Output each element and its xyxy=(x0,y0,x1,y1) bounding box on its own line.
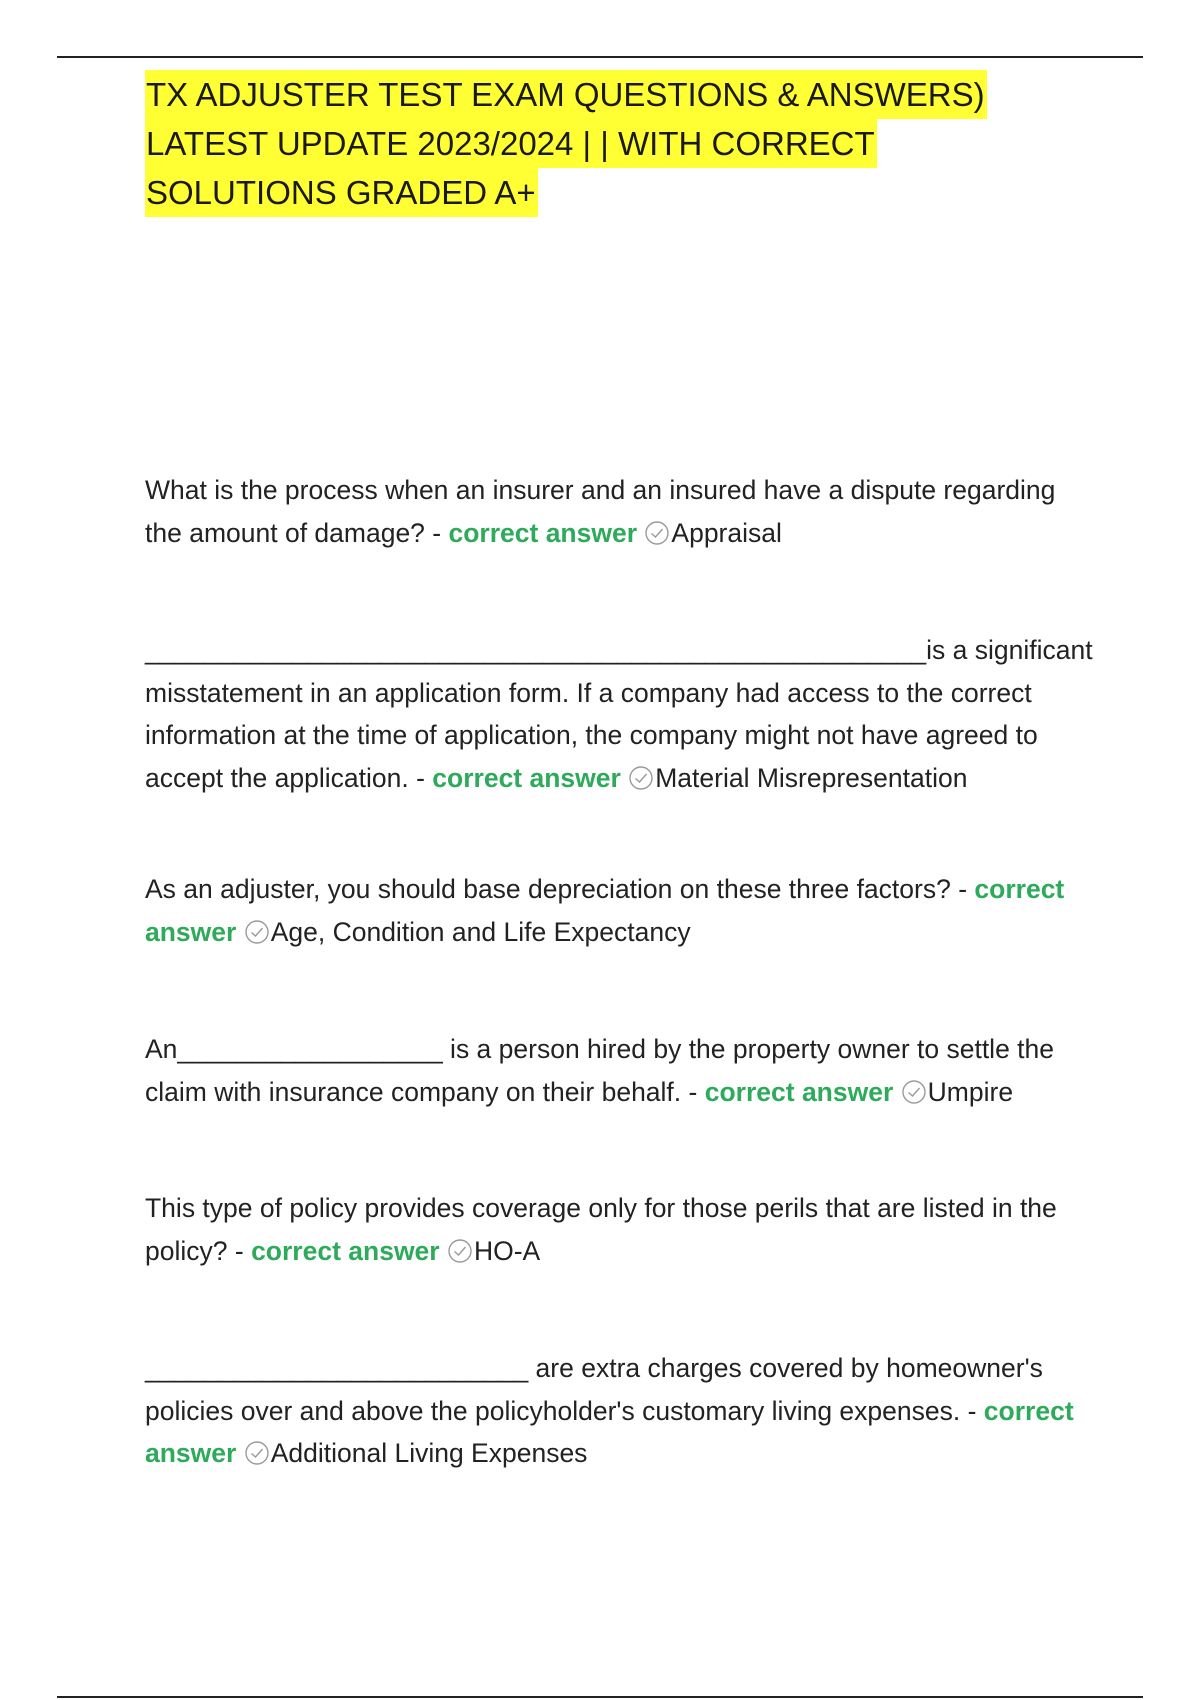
correct-answer-label: correct answer xyxy=(145,1395,1074,1468)
separator: - xyxy=(227,1235,252,1266)
top-rule xyxy=(57,56,1143,58)
qa-item-6 xyxy=(145,1347,1095,1475)
title-line-1: TX ADJUSTER TEST EXAM QUESTIONS & ANSWERS) xyxy=(145,70,987,119)
correct-answer-label: correct answer xyxy=(145,874,1065,947)
separator: - xyxy=(960,1395,984,1426)
answer-text: Age, Condition and Life Expectancy xyxy=(270,916,691,947)
check-circle-icon xyxy=(901,1079,927,1105)
title-line-2: LATEST UPDATE 2023/2024 | | WITH CORRECT xyxy=(145,119,877,168)
separator: - xyxy=(681,1076,705,1107)
qa-item-3 xyxy=(145,868,1095,953)
correct-answer-label: correct answer xyxy=(432,762,621,793)
question-text: As an adjuster, you should base depreciation on these three factors? xyxy=(145,874,951,904)
title-line-3: SOLUTIONS GRADED A+ xyxy=(145,168,538,217)
qa-item-5 xyxy=(145,1187,1095,1272)
check-circle-icon xyxy=(244,1440,270,1466)
qa-item-4 xyxy=(145,1028,1095,1113)
question-text: What is the process when an insurer and an insured have a dispute regarding the amount of damage? xyxy=(145,475,1056,548)
answer-text: Additional Living Expenses xyxy=(270,1438,588,1468)
bottom-rule xyxy=(57,1696,1143,1698)
question-text: __________________________ are extra charges covered by homeowner's policies over and above the policyholder's customary living expenses. xyxy=(145,1353,1043,1426)
separator: - xyxy=(408,762,433,793)
answer-text: Material Misrepresentation xyxy=(655,762,968,793)
check-circle-icon xyxy=(628,765,654,791)
question-text: _____________________________________________________is a significant misstatement in an application form. If a company had access to the correct information at the time of application, the company might not have agreed to accept the application. xyxy=(145,635,1093,793)
document-body xyxy=(145,70,1095,1468)
check-circle-icon xyxy=(644,520,670,546)
answer-text: Umpire xyxy=(927,1076,1014,1107)
question-text: This type of policy provides coverage only for those perils that are listed in the policy? xyxy=(145,1193,1057,1266)
answer-text: Appraisal xyxy=(671,517,782,548)
separator: - xyxy=(950,874,975,904)
question-text: An__________________ is a person hired by the property owner to settle the claim with insurance company on their behalf. xyxy=(145,1034,1055,1107)
correct-answer-label: correct answer xyxy=(251,1235,440,1266)
document-title xyxy=(145,70,1095,217)
correct-answer-label: correct answer xyxy=(448,517,638,548)
qa-item-2 xyxy=(145,629,1095,799)
check-circle-icon xyxy=(244,919,270,945)
separator: - xyxy=(424,517,449,548)
answer-text: HO-A xyxy=(473,1235,541,1266)
correct-answer-label: correct answer xyxy=(704,1076,894,1107)
check-circle-icon xyxy=(447,1238,473,1264)
qa-item-1 xyxy=(145,469,1095,554)
